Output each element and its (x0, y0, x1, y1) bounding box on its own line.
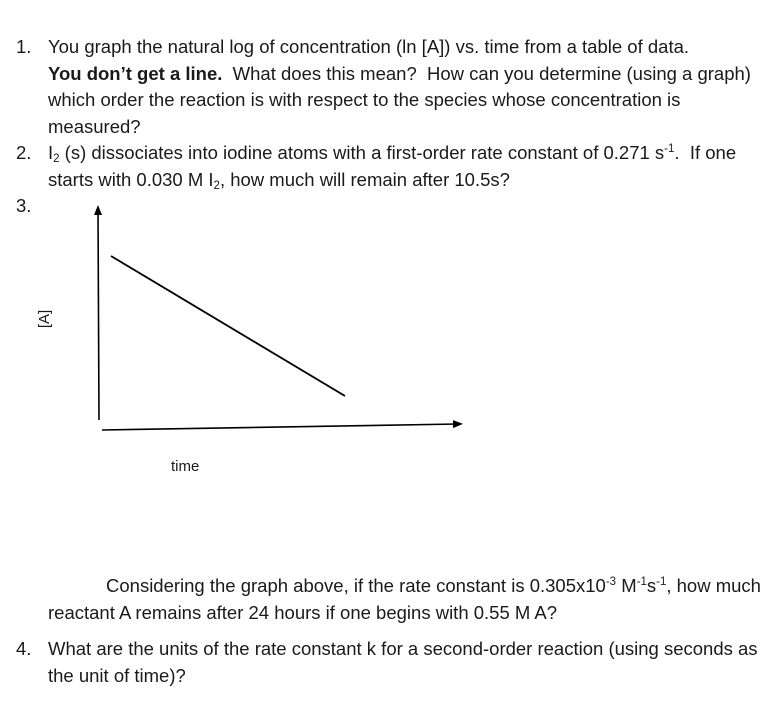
q2-seg3: . If one starts with 0.030 M I (48, 142, 742, 190)
question-1-bold-text: You don’t get a line. (48, 62, 223, 84)
q2-seg2: (s) dissociates into iodine atoms with a first-order rate constant of 0.271 s (59, 142, 665, 163)
q3-sup3: -1 (656, 576, 667, 588)
y-axis-label: [A] (36, 309, 53, 329)
data-line (111, 256, 345, 396)
question-2-number: 2. (16, 142, 32, 163)
q2-sup1: -1 (664, 143, 675, 155)
q2-sub1: 2 (53, 153, 60, 165)
x-axis-label: time (171, 458, 200, 475)
question-1-line-a: You graph the natural log of concentration (ln [A]) vs. time from a table of data. (48, 36, 690, 57)
x-axis (102, 424, 458, 430)
question-1-number: 1. (16, 36, 32, 57)
q2-seg1: I (48, 142, 54, 163)
q2-seg4: , how much will remain after 10.5s? (219, 168, 510, 190)
question-3-number: 3. (16, 195, 32, 216)
q3-seg2: M (616, 575, 637, 596)
q3-sup2: -1 (636, 576, 647, 588)
q3-seg1: Considering the graph above, if the rate constant is 0.305x10 (106, 575, 606, 596)
question-3-text (48, 573, 768, 626)
question-4 (16, 636, 766, 689)
q3-seg3: s (646, 575, 657, 596)
q2-sub2: 2 (213, 179, 220, 192)
question-4-number: 4. (16, 638, 32, 659)
q3-sup1: -3 (605, 576, 617, 588)
y-axis (98, 210, 99, 420)
q3-seg4: , how much reactant A remains after 24 hours if one begins with 0.55 M A? (48, 575, 761, 623)
question-1-rest: What does this mean? How can you determine (using a graph) which order the reaction is with respect to the species whose concentration is measured? (48, 62, 757, 137)
question-4-text: What are the units of the rate constant k for a second-order reaction (using seconds as the unit of time)? (48, 638, 758, 686)
